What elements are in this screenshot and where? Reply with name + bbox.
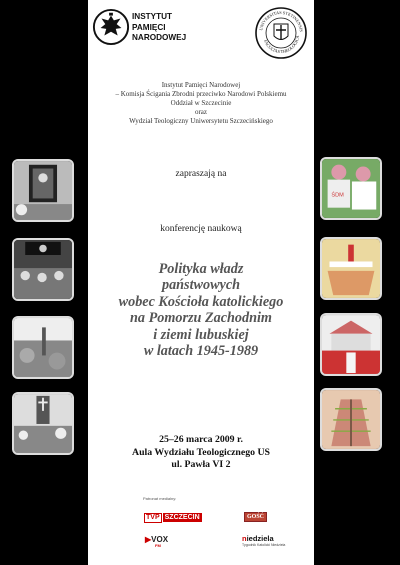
gosc-niedzielny-logo: GOŚĆ [244, 512, 267, 522]
organizer-line-2: – Komisja Ścigania Zbrodni przeciwko Narodowi Polskiemu [115, 90, 287, 98]
organizer-line-4: oraz [194, 108, 208, 116]
title-line: na Pomorzu Zachodnim [130, 310, 272, 327]
photo-procession [12, 392, 74, 455]
title-line: państwowych [161, 277, 241, 294]
ipn-line-2: PAMIĘCI [132, 22, 166, 32]
vox-fm: FM [155, 543, 161, 548]
event-venue: Aula Wydziału Teologicznego US [132, 446, 270, 458]
svg-text:UNIVERSITAS STETINENSIS: UNIVERSITAS STETINENSIS [258, 9, 304, 32]
organizer-line-5: Wydział Teologiczny Uniwersytetu Szczecińskiego [129, 117, 273, 125]
event-type: konferencję naukową [160, 224, 242, 234]
photo-icon-painting [14, 161, 72, 220]
tvp-city: SZCZECIN [164, 514, 200, 521]
conference-title [92, 261, 310, 359]
event-date: 25–26 marca 2009 r. [159, 434, 243, 445]
title-line: Polityka władz [158, 261, 244, 277]
photo-painting [12, 159, 74, 222]
svg-text:FACULTAS THEOLOGICA: FACULTAS THEOLOGICA [262, 35, 301, 55]
niedziela-name: iedziela [246, 534, 274, 543]
photo-icon-crowd [14, 318, 72, 377]
organizer-line-1: Instytut Pamięci Narodowej [161, 81, 241, 89]
tvp-szczecin-logo [144, 513, 202, 523]
niedziela-prefix: n [242, 534, 247, 543]
event-address: ul. Pawła VI 2 [171, 459, 231, 470]
ipn-logo [92, 8, 204, 52]
ipn-line-1: INSTYTUT [132, 12, 173, 21]
photo-icon-construction [322, 390, 380, 449]
photo-altar [320, 237, 382, 300]
photo-icon-altar [322, 239, 380, 298]
niedziela-sub: Tygodnik Katolicki Niedziela [242, 543, 286, 547]
photo-youth [320, 157, 382, 220]
photo-icon-procession [14, 394, 72, 453]
title-line: w latach 1945-1989 [143, 343, 259, 360]
photo-icon-church [322, 315, 380, 374]
photo-icon-gathering [14, 240, 72, 299]
vox-mark-icon: ▶ [145, 535, 152, 544]
svg-text:ŚDM: ŚDM [331, 192, 344, 199]
title-line: wobec Kościoła katolickiego [118, 293, 284, 310]
vox-name: VOX [151, 535, 169, 544]
vox-fm-logo [145, 535, 168, 548]
title-line: i ziemi lubuskiej [153, 326, 249, 343]
ipn-line-3: NARODOWEJ [132, 33, 187, 42]
photo-construction [320, 388, 382, 451]
university-seal-icon [254, 6, 308, 60]
event-details [88, 434, 314, 472]
photo-gathering [12, 238, 74, 301]
organizer-line-3: Oddział w Szczecinie [170, 99, 232, 107]
patrons-label: Patronat medialny: [143, 496, 177, 501]
eagle-emblem-icon [92, 8, 130, 46]
invite-text: zapraszają na [175, 169, 227, 179]
niedziela-logo [242, 534, 285, 547]
photo-crowd [12, 316, 74, 379]
photo-church [320, 313, 382, 376]
photo-icon-youth [322, 159, 380, 218]
tvp-box: TVP [146, 514, 160, 521]
